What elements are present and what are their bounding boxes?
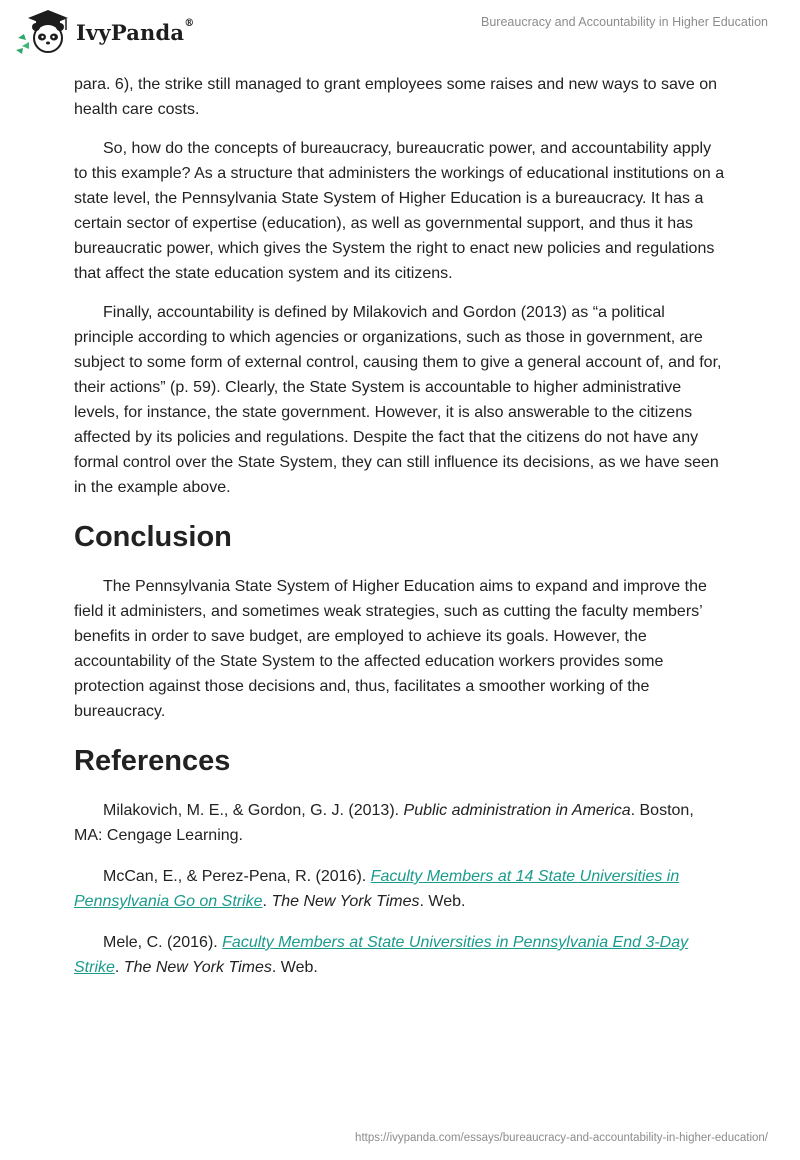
- reference-link[interactable]: Faculty Members at State Universities in Pennsylvania End 3-Day Strike: [74, 934, 689, 976]
- references-heading: References: [74, 745, 231, 777]
- paragraph-continuation: para. 6), the strike still managed to grant employees some raises and new ways to save on health care costs.: [74, 76, 717, 118]
- reference-source: The New York Times: [123, 959, 272, 976]
- reference-item: Milakovich, M. E., & Gordon, G. J. (2013). Public administration in America. Boston, MA: Cengage Learning.: [74, 802, 694, 844]
- ivypanda-logo[interactable]: [14, 8, 194, 56]
- paragraph-accountability: Finally, accountability is defined by Milakovich and Gordon (2013) as “a political principle according to which agencies or organizations, such as those in government, are subject to some form of external control, causing them to give a general account of, and for, their actions” (p. 59). Clearly, the State System is accountable to higher administrative levels, for instance, the state government. However, it is also answerable to the citizens affected by its policies and regulations. Despite the fact that the citizens do not have any formal control over the State System, they can still influence its decisions, as we have seen in the example above.: [74, 304, 722, 496]
- reference-source: The New York Times: [271, 893, 420, 910]
- reference-link[interactable]: Faculty Members at 14 State Universities in Pennsylvania Go on Strike: [74, 868, 680, 910]
- brand-name: IvyPanda®: [76, 17, 195, 45]
- conclusion-heading: Conclusion: [74, 521, 232, 553]
- page-header: [0, 0, 800, 60]
- document-title: Bureaucracy and Accountability in Higher Education: [481, 15, 768, 29]
- reference-item: McCan, E., & Perez-Pena, R. (2016). Faculty Members at 14 State Universities in Pennsylvania Go on Strike. The New York Times. Web.: [74, 868, 680, 910]
- reference-book-title: Public administration in America: [403, 802, 631, 819]
- panda-graduate-icon: [14, 8, 74, 56]
- essay-body: [74, 72, 726, 996]
- source-url: https://ivypanda.com/essays/bureaucracy-and-accountability-in-higher-education/: [355, 1132, 768, 1144]
- conclusion-paragraph: The Pennsylvania State System of Higher Education aims to expand and improve the field it administers, and sometimes weak strategies, such as cutting the faculty members’ benefits in order to save budget, are employed to achieve its goals. However, the accountability of the State System to the affected education workers provides some protection against those decisions and, thus, facilitates a smoother working of the bureaucracy.: [74, 578, 707, 720]
- paragraph-bureaucracy: So, how do the concepts of bureaucracy, bureaucratic power, and accountability apply to this example? As a structure that administers the workings of educational institutions on a state level, the Pennsylvania State System of Higher Education is a bureaucracy. It has a certain sector of expertise (education), as well as governmental support, and thus it has bureaucratic power, which gives the System the right to enact new policies and regulations that affect the state education system and its citizens.: [74, 140, 725, 282]
- reference-item: Mele, C. (2016). Faculty Members at State Universities in Pennsylvania End 3-Day Strike. The New York Times. Web.: [74, 934, 689, 976]
